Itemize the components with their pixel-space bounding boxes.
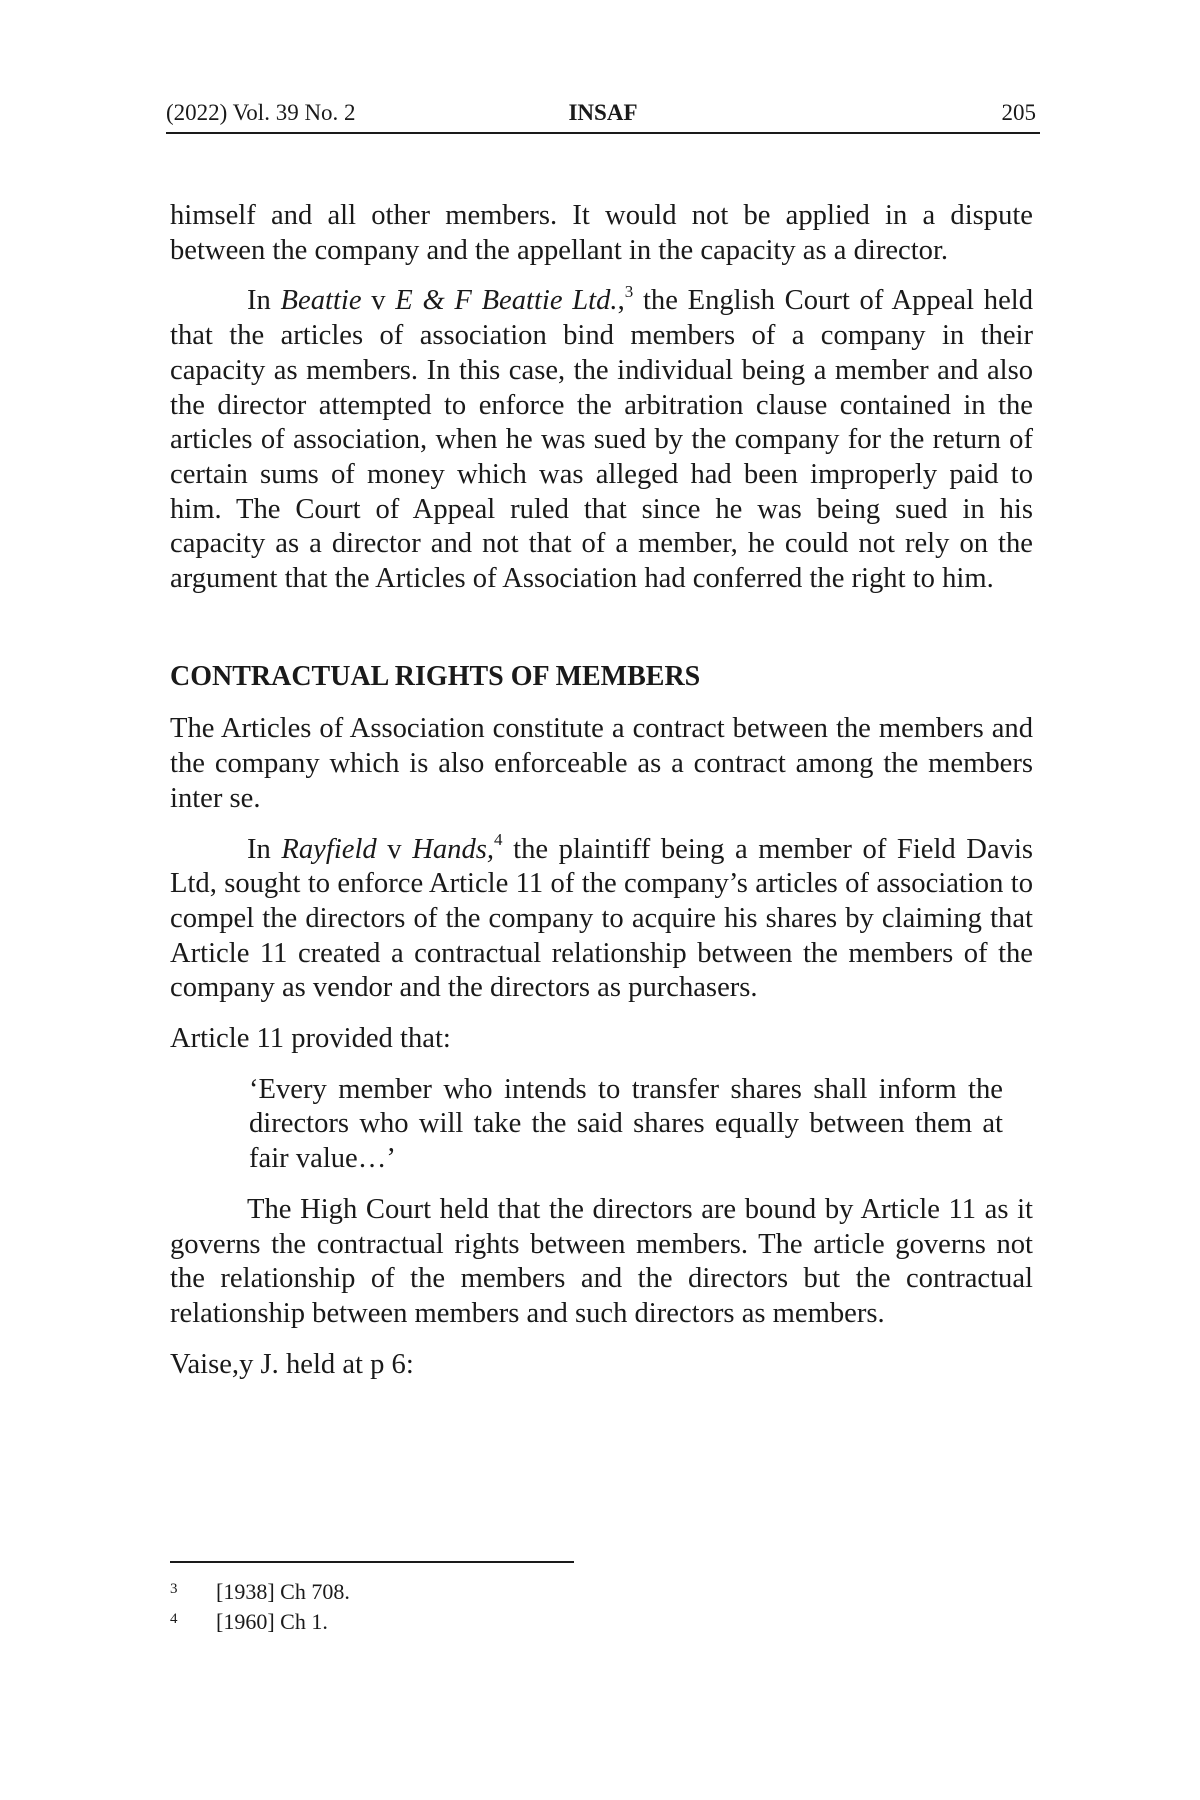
footnote-number: 4 [170,1611,178,1627]
paragraph-continued: himself and all other members. It would not be applied in a dispute between the company and the appellant in the capacity as a director. [170,200,1033,266]
running-header [166,98,1040,134]
footnote-ref-4[interactable]: 4 [494,830,503,850]
text-run: v [376,833,413,865]
paragraph-vaisey: Vaise,y J. held at p 6: [170,1348,414,1380]
footnote-separator [170,1561,574,1563]
case-name-party: Rayfield [281,833,377,865]
text-run: the English Court of Appeal held that the articles of association bind members of a company in their capacity as members. In this case, the individual being a member and also the director attempted to enforce the arbitration clause contained in the articles of association, when he was sued by the company for the return of certain sums of money which was alleged had been improperly paid to him. The Court of Appeal ruled that since he was being sued in his capacity as a director and not that of a member, he could not rely on the argument that the Articles of Association had conferred the right to him. [170,285,1034,595]
text-run: v [361,285,396,317]
page-number: 205 [1001,100,1036,125]
footnote-item [170,1607,770,1637]
footnote-number: 3 [170,1581,178,1597]
text-run: In [247,833,282,865]
paragraph-articles: The Articles of Association constitute a contract between the members and the company which is also enforceable as a contract among the members inter se. [170,713,1033,814]
footnote-text: [1960] Ch 1. [216,1609,328,1634]
case-name-party: E & F Beattie Ltd. [395,285,618,317]
footnote-text: [1938] Ch 708. [216,1579,350,1604]
paragraph-high-court: The High Court held that the directors are bound by Article 11 as it governs the contractual rights between members. The article governs not the relationship of the members and the directors but the contractual relationship between members and such directors as members. [170,1193,1033,1329]
case-name-party: Beattie [280,285,362,317]
text-run: In [247,285,281,317]
block-quote: ‘Every member who intends to transfer shares shall inform the directors who will take the said shares equally between them at fair value…’ [249,1073,1003,1175]
text-run: the plaintiff being a member of Field Davis Ltd, sought to enforce Article 11 of the company’s articles of association to compel the directors of the company to acquire his shares by claiming that Article 11 created a contractual relationship between the members of the company as vendor and the directors as purchasers. [170,833,1034,1004]
section-heading: CONTRACTUAL RIGHTS OF MEMBERS [170,660,701,692]
paragraph-beattie [170,281,1034,596]
journal-volume: (2022) Vol. 39 No. 2 [166,100,356,125]
footnote-ref-3[interactable]: 3 [624,281,634,301]
footnote-item [170,1577,770,1607]
body-text [170,199,1033,1382]
footnotes [170,1577,770,1637]
case-name-party: Hands, [412,833,495,865]
paragraph-rayfield [170,830,1034,1007]
text-run: , [617,285,625,317]
paragraph-article-11-intro: Article 11 provided that: [170,1023,451,1055]
journal-title: INSAF [568,100,638,125]
